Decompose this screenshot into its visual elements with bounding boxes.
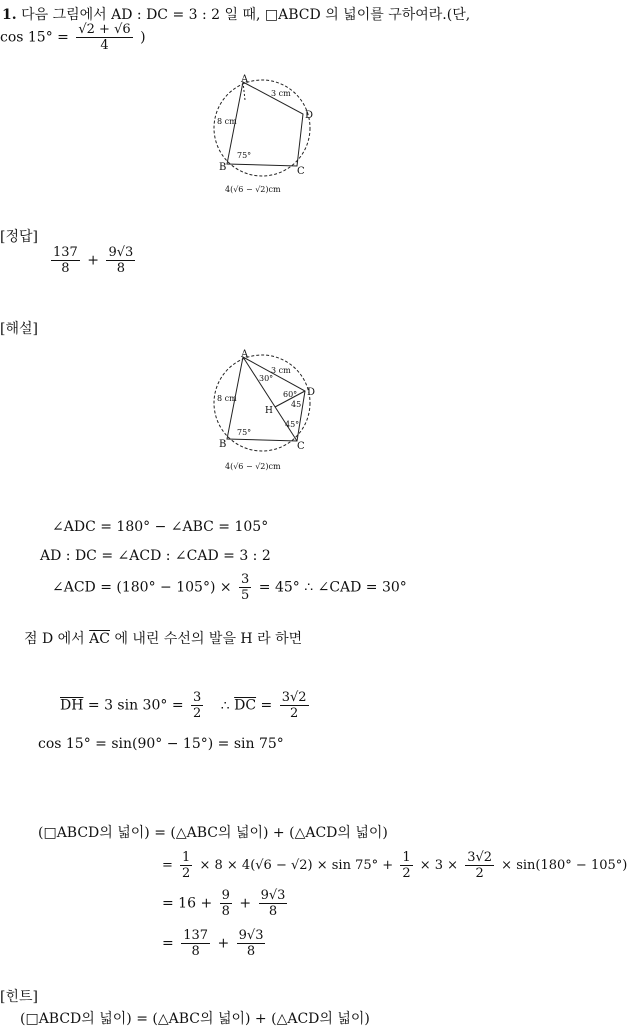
label-BC-length: 4(√6 − √2)cm <box>225 185 281 194</box>
solution-line2: AD : DC = ∠ACD : ∠CAD = 3 : 2 <box>40 548 271 564</box>
answer-label: [정답] <box>0 229 38 245</box>
answer-f1-num: 137 <box>53 245 78 260</box>
area2-f-den: 2 <box>475 866 484 881</box>
area3-n2: 9√3 <box>260 888 286 903</box>
label-A: A <box>241 74 249 85</box>
line3-frac <box>239 572 251 603</box>
answer-expression <box>48 245 138 276</box>
line5-num: 3 <box>193 690 202 705</box>
area2-eq: = <box>162 858 173 873</box>
label-C: C <box>297 166 305 177</box>
label-AB-length: 8 cm <box>217 394 237 403</box>
solution-line3 <box>52 572 407 603</box>
line5-num2: 3√2 <box>281 690 307 705</box>
label-angle-75: 75° <box>237 428 252 437</box>
area2-b: × 8 × 4(√6 − √2) × sin 75° + <box>199 858 394 873</box>
problem-number: 1. <box>2 7 17 23</box>
half1-den: 2 <box>182 866 191 881</box>
hint-label: [힌트] <box>0 989 38 1005</box>
solution-line1: ∠ADC = 180° − ∠ABC = 105° <box>52 519 269 535</box>
area2-f-num: 3√2 <box>467 850 493 865</box>
line3-right: = 45° ∴ ∠CAD = 30° <box>258 579 407 596</box>
label-C: C <box>297 441 305 452</box>
line5-frac2 <box>280 690 309 721</box>
solution-figure <box>205 345 335 475</box>
label-B: B <box>219 162 227 173</box>
problem-figure <box>205 70 335 200</box>
area3-n1: 9 <box>221 888 230 903</box>
answer-frac1 <box>51 245 80 276</box>
segment-AC: $\overline{AC}$ <box>89 631 110 647</box>
area2-c: × 3 × <box>419 858 459 873</box>
problem-condition <box>0 22 146 53</box>
answer-f2-num: 9√3 <box>108 245 134 260</box>
half2-den: 2 <box>402 866 411 881</box>
line5-den2: 2 <box>289 706 299 721</box>
segment-DH: $\overline{DH}$ <box>60 697 84 714</box>
label-angle-B: 75° <box>237 151 252 160</box>
segment-DC: $\overline{DC}$ <box>234 697 257 714</box>
solution-line5 <box>60 690 312 721</box>
area-line3 <box>162 888 290 919</box>
cond-left: cos 15° = <box>0 29 69 46</box>
area4-d2: 8 <box>246 944 256 959</box>
area-line4 <box>162 928 268 959</box>
area-line2 <box>162 850 627 881</box>
answer-f1-den: 8 <box>61 261 70 276</box>
area3-a: = 16 + <box>162 895 213 912</box>
label-AD-length: 3 cm <box>271 89 291 98</box>
line5-a: = 3 sin 30° = <box>87 697 184 714</box>
area4-d1: 8 <box>191 944 200 959</box>
area4-frac1 <box>181 928 210 959</box>
line5-therefore: ∴ <box>220 697 230 714</box>
area4-a: = <box>162 935 174 952</box>
area2-d: × sin(180° − 105°) <box>501 858 627 873</box>
problem-statement <box>2 4 470 24</box>
area4-b: + <box>217 935 230 952</box>
label-A: A <box>241 349 249 360</box>
label-angle-45b: 45° <box>285 420 300 429</box>
area3-b: + <box>239 895 252 912</box>
answer-frac2 <box>106 245 135 276</box>
cond-fraction <box>76 22 132 53</box>
area3-frac2 <box>259 888 288 919</box>
area3-d1: 8 <box>221 904 230 919</box>
line3-den: 5 <box>241 588 250 603</box>
problem-text: 다음 그림에서 AD : DC = 3 : 2 일 때, □ABCD 의 넓이를 구하여라.(단, <box>21 7 471 23</box>
line5-frac1 <box>191 690 203 721</box>
area4-n2: 9√3 <box>238 928 264 943</box>
label-AB-length: 8 cm <box>217 117 237 126</box>
area3-frac1 <box>220 888 232 919</box>
circle <box>214 80 310 176</box>
line3-num: 3 <box>241 572 250 587</box>
hint-text: (□ABCD의 넓이) = (△ABC의 넓이) + (△ACD의 넓이) <box>20 1011 370 1027</box>
label-AD-length: 3 cm <box>271 366 291 375</box>
area4-frac2 <box>237 928 266 959</box>
area3-d2: 8 <box>268 904 278 919</box>
label-D: D <box>305 110 314 121</box>
label-angle-30: 30° <box>259 374 274 383</box>
area-line1: (□ABCD의 넓이) = (△ABC의 넓이) + (△ACD의 넓이) <box>38 825 388 841</box>
cond-den: 4 <box>100 38 109 53</box>
solution-line6: cos 15° = sin(90° − 15°) = sin 75° <box>38 736 284 752</box>
area2-frac <box>465 850 494 881</box>
label-B: B <box>219 439 227 450</box>
line5-eq: = <box>260 697 273 714</box>
line5-den: 2 <box>193 706 202 721</box>
solution-label: [해설] <box>0 321 38 337</box>
label-angle-45a: 45 <box>291 400 302 409</box>
answer-plus: + <box>87 252 100 269</box>
half2-num: 1 <box>402 850 411 865</box>
answer-f2-den: 8 <box>116 261 126 276</box>
area4-n1: 137 <box>183 928 209 943</box>
area2-half2 <box>400 850 412 881</box>
label-D: D <box>307 387 316 398</box>
cond-close: ) <box>140 29 146 46</box>
line3-left: ∠ACD = (180° − 105°) × <box>52 579 232 596</box>
line4-b: 에 내린 수선의 발을 H 라 하면 <box>114 631 303 647</box>
label-H: H <box>265 406 273 416</box>
label-angle-60: 60° <box>283 390 298 399</box>
solution-line4 <box>24 628 302 648</box>
half1-num: 1 <box>182 850 191 865</box>
label-BC-length: 4(√6 − √2)cm <box>225 462 281 471</box>
cond-num: √2 + √6 <box>78 22 131 37</box>
line4-a: 점 D 에서 <box>24 631 85 647</box>
area2-half1 <box>180 850 192 881</box>
